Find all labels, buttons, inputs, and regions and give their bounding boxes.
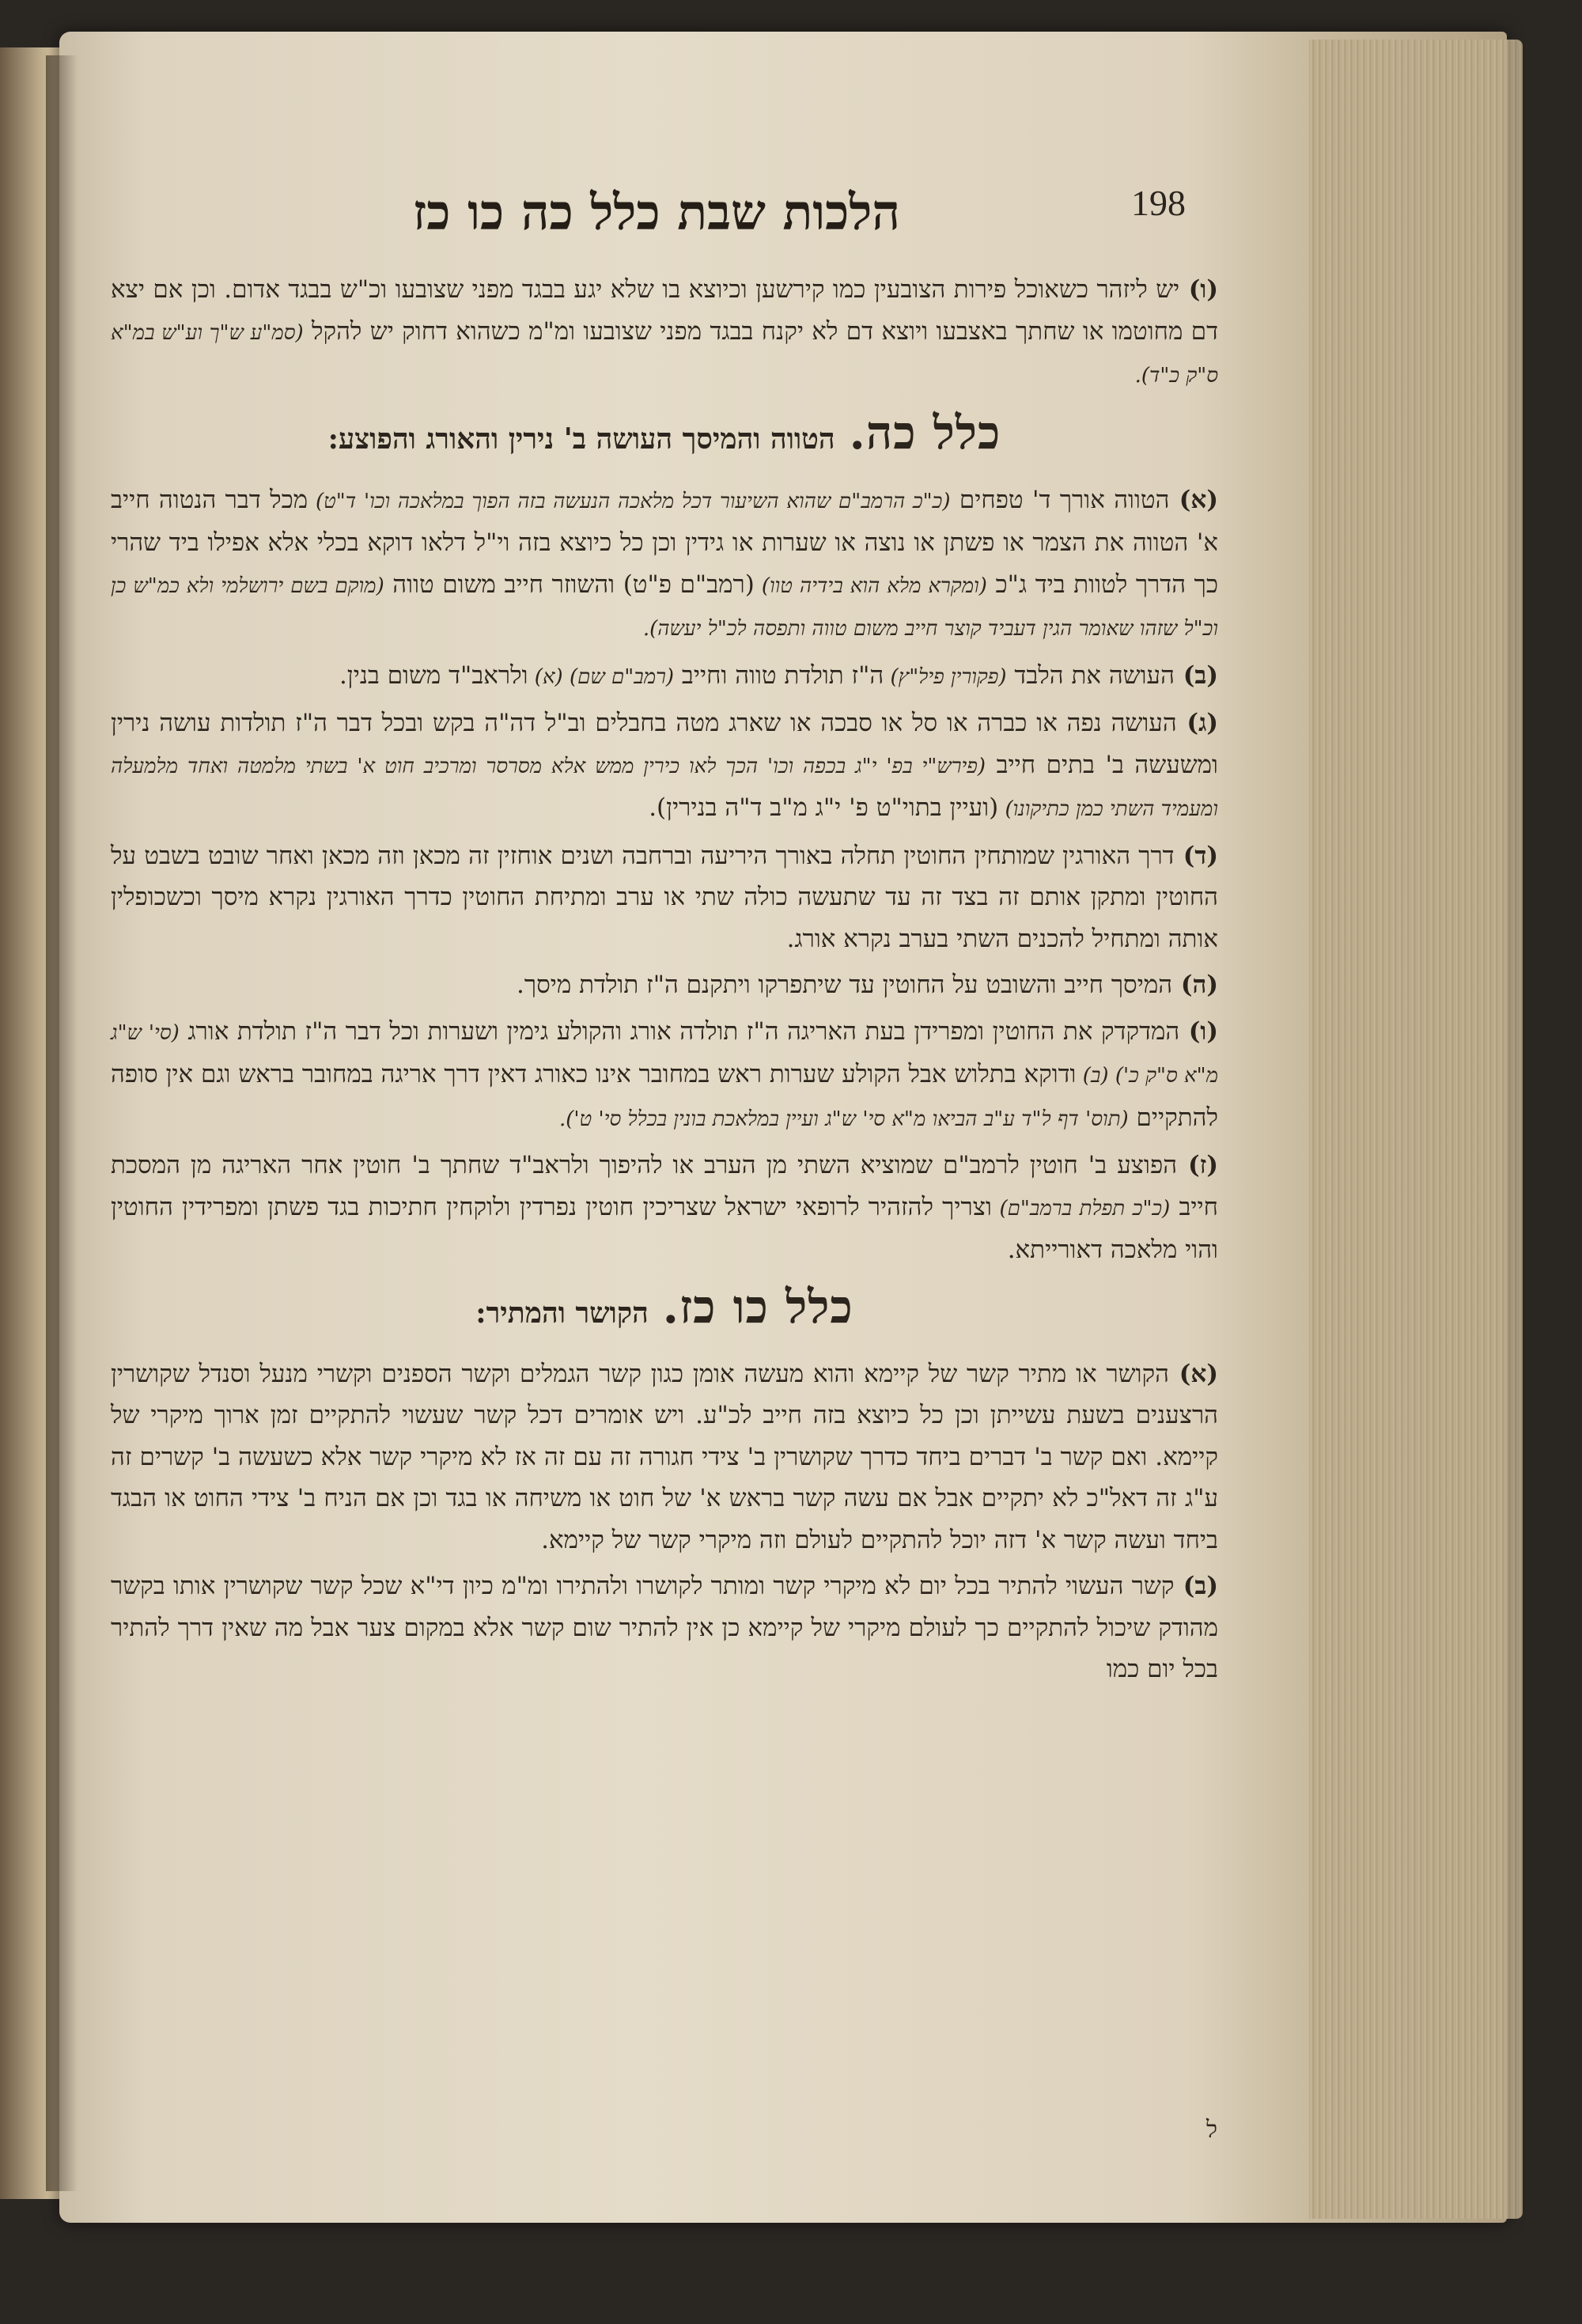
paragraph — [111, 1565, 1218, 1690]
paragraph-text: (רמב"ם פ"ט) והשוזר חייב משום טווה — [384, 570, 755, 599]
citation: (פקורין פיל"ץ) — [884, 664, 1007, 689]
paragraph-text: העושה נפה או כברה או סל או סבכה או שארג מטה בחבלים וב"ל דה"ה בקש ובכל דבר ה"ז תולדות עושה נירין ומשעשה ב' בתים חייב — [111, 709, 1218, 779]
page-number: 198 — [1131, 183, 1186, 223]
paragraph-text: ולראב"ד משום בנין. — [339, 660, 528, 690]
paragraph-label: (ו) — [1179, 275, 1218, 304]
paragraph-label: (ה) — [1172, 971, 1218, 999]
paragraph — [111, 479, 1218, 650]
section-heading — [111, 405, 1218, 468]
paragraph-text: ודוקא בתלוש אבל הקולע שערות ראש במחובר אינו כאורג דאין דרך אריגה במחובר בראש וגם אין סופה להתקיים — [111, 1060, 1218, 1132]
paragraph-label: (א) — [1169, 485, 1219, 514]
paragraph-text: מכל דבר הנטוה חייב א' הטווה את הצמר או פשתן או נוצה או שערות או גידין וכן כל כיוצא בזה וי"ל דלאו דוקא בכלי אלא אפילו ביד שהרי כך הדרך לטוות ביד ג"כ — [111, 485, 1218, 599]
paragraph-label: (א) — [1168, 1359, 1218, 1388]
paragraph-text: יש ליזהר כשאוכל פירות הצובעין כמו קירשען וכיוצא בו שלא יגע בבגד מפני שצובעו וכ"ש בבגד אדום. וכן אם יצא דם מחוטמו או שחתך באצבעו ויוצא דם לא יקנח בבגד מפני שצובעו ומ"מ כשהוא דחוק יש להקל — [111, 275, 1218, 346]
paragraph — [111, 1145, 1218, 1271]
citation: (סי' ש"ג מ"א ס"ק כ') (ב) — [111, 1020, 1218, 1088]
citation: (פירש"י בפ' י"ג בכפה וכו' הכך לאו כירין ממש אלא מסרסר ומרכיב חוט א' בשתי מלמטה ואחד מלמעלה ומעמיד השתי כמן כתיקונו) — [111, 754, 1218, 821]
paragraph-text: העושה את הלבד — [1006, 660, 1175, 690]
section-title: כלל כה. — [849, 405, 1001, 460]
citation: (ומקרא מלא הוא בידיה טוו) — [754, 573, 987, 598]
paragraph-text: הפוצע ב' חוטין לרמב"ם שמוציא השתי מן הערב או להיפוך ולראב"ד שחתך ב' חוטין אחר האריגה מן המסכת חייב — [111, 1151, 1218, 1221]
citation: (סמ"ע ש"ך וע"ש במ"א ס"ק כ"ד). — [111, 320, 1218, 388]
paragraph — [111, 655, 1218, 698]
paragraph-text: המיסך חייב והשובט על החוטין עד שיתפרקו ויתקנם ה"ז תולדת מיסך. — [517, 971, 1173, 999]
paragraph-label: (ג) — [1176, 709, 1218, 737]
paragraph-text: הטווה אורך ד' טפחים — [950, 485, 1170, 514]
footer-mark: ל — [1206, 2116, 1218, 2144]
section-heading — [111, 1279, 1218, 1342]
paragraph-text: המדקדק את החוטין ומפרידן בעת האריגה ה"ז תולדה אורג והקולע גימין ושערות וכל דבר ה"ז תולדת אורג — [179, 1016, 1180, 1046]
page-body — [111, 269, 1218, 1695]
paragraph-text: קשר העשוי להתיר בכל יום לא מיקרי קשר ומותר לקושרו ולהתירו ומ"מ כיון די"א שכל קשר שקושרין אותו בקשר מהודק שיכול להתקיים כך לעולם מיקרי של קיימא כן אין להתיר שום קשר אלא במקום צער אבל מה שאין דרך להתיר בכל יום כמו — [111, 1572, 1218, 1683]
paragraph-text: הקושר או מתיר קשר של קיימא והוא מעשה אומן כגון קשר הגמלים וקשר הספנים וקשרי מנעל וסנדל שקושרין הרצענים בשעת עשייתן וכן כל כיוצא בזה חייב לכ"ע. ויש אומרים דכל קשר שעשוי להתקיים זמן ארוך מיקרי של קיימא. ואם קשר ב' דברים ביחד כדרך שקושרין ב' צידי חגורה זה עם זה אז לא מיקרי קשר אלא כשעשה ב' קשרים זה ע"ג זה דאל"כ לא יתקיים אבל אם עשה קשר בראש א' של חוט או משיחה או בגד וכן אם הניח ב' צידי החוט או הבגד ביחד ועשה קשר א' דזה יוכל להתקיים לעולם וזה מיקרי קשר של קיימא. — [111, 1359, 1218, 1554]
paragraph-text: (ועיין בתוי"ט פ' י"ג מ"ב ד"ה בנירין). — [649, 793, 999, 822]
paragraph-label: (ב) — [1174, 1572, 1218, 1600]
citation: (רמב"ם שם) (א) — [528, 664, 675, 689]
paragraph — [111, 1011, 1218, 1141]
citation: (מוקם בשם ירושלמי ולא כמ"ש כן וכ"ל שזהו שאומר הגין דעביד קוצר חייב משום טווה ותפסה לכ"ל יעשה). — [111, 573, 1218, 641]
section-subtitle: הקושר והמתיר: — [475, 1296, 649, 1330]
paragraph-text: ה"ז תולדת טווה וחייב — [674, 660, 884, 690]
paragraph-label: (ב) — [1174, 660, 1218, 690]
paragraph — [111, 702, 1218, 831]
paragraph-text: דרך האורגין שמותחין החוטין תחלה באורך היריעה וברחבה ושנים אוחזין זה מכאן וזה מכאן ואחר שובט בשבט על החוטין ומתקן אותם זה בצד זה עד שתעשה כולה שתי או ערב ומתיחת החוטין כדרך האורגין נקרא מיסך וכשכופלין אותה ומתחיל להכנים השתי בערב נקרא אורג. — [111, 841, 1218, 953]
paragraph-label: (ז) — [1177, 1151, 1218, 1179]
paragraph — [111, 835, 1218, 960]
citation: (תוס' דף ל"ד ע"ב הביאו מ"א סי' ש"ג ועיין במלאכת בונין בכלל סי' ט'). — [558, 1107, 1129, 1131]
citation: (כ"כ הרמב"ם שהוא השיעור דכל מלאכה הנעשה בזה הפוך במלאכה וכו' ד"ט) — [308, 489, 951, 513]
page-stack-edge — [1309, 40, 1523, 2219]
section-title: כלל כו כז. — [662, 1279, 853, 1334]
paragraph-label: (ו) — [1179, 1016, 1218, 1046]
citation: (כ"כ תפלת ברמב"ם) — [991, 1196, 1171, 1221]
paragraph — [111, 269, 1218, 397]
paragraph — [111, 964, 1218, 1006]
paragraph-label: (ד) — [1174, 841, 1218, 870]
paragraph — [111, 1353, 1218, 1561]
spine-shadow — [46, 55, 78, 2191]
running-head: הלכות שבת כלל כה כו כז — [412, 184, 901, 241]
paragraph-text: וצריך להזהיר לרופאי ישראל שצריכין חוטין נפרדין ולוקחין חתיכות בגד פשתן ומפרידין החוטין והוי מלאכה דאורייתא. — [111, 1192, 1218, 1264]
section-subtitle: הטווה והמיסך העושה ב' נירין והאורג והפוצע: — [327, 422, 835, 456]
